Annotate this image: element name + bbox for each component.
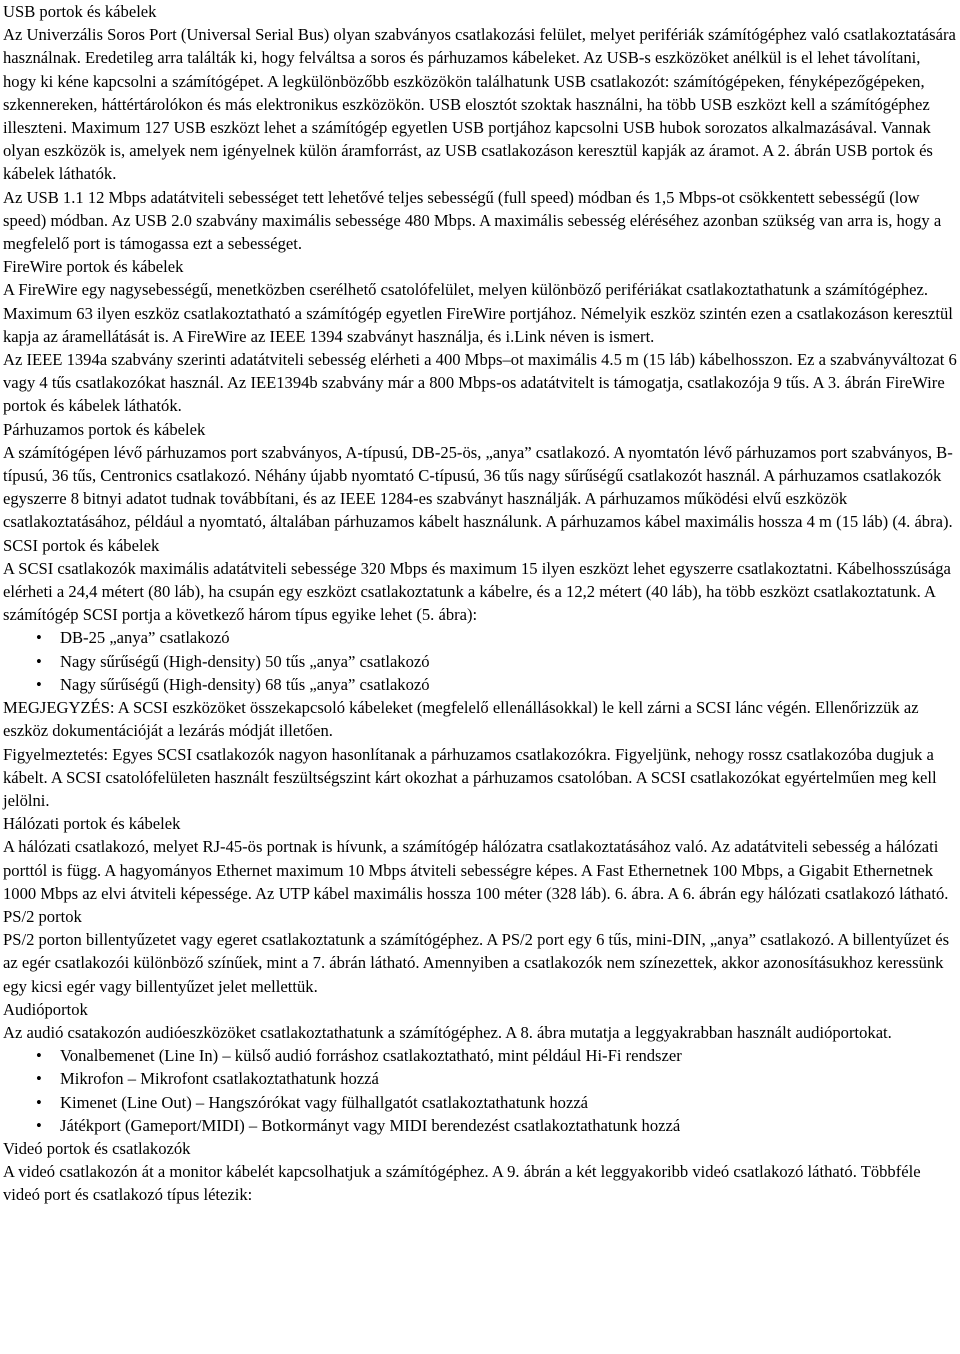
paragraph-usb-speed: Az USB 1.1 12 Mbps adatátviteli sebességet tett lehetővé teljes sebességű (full speed) módban és 1,5 Mbps-ot csökkentett sebességű (low speed) módban. Az USB 2.0 szabvány maximális sebessége 480 Mbps. A maximális sebesség eléréséhez azonban szükség van arra is, hogy a megfelelő port is támogassa ezt a sebességet. — [3, 187, 942, 254]
list-item — [3, 650, 957, 673]
paragraph-audio: Az audió csatakozón audióeszközöket csatlakoztathatunk a számítógéphez. A 8. ábra mutatja a leggyakrabban használt audióportokat. — [3, 1022, 892, 1042]
heading-audio: Audióportok — [3, 999, 88, 1019]
list-item-text: Kimenet (Line Out) – Hangszórókat vagy fülhallgatót csatlakoztathatunk hozzá — [60, 1092, 589, 1112]
scsi-connector-list — [3, 626, 957, 696]
bullet-icon: • — [36, 1046, 42, 1066]
paragraph-network: A hálózati csatlakozó, melyet RJ-45-ös portnak is hívunk, a számítógép hálózatra csatlakoztatásához való. Az adatátviteli sebesség a hálózati porttól is függ. A hagyományos Ethernet maximum 10 Mbps átviteli sebességre képes. A Fast Ethernetnek 100 Mbps, a Gigabit Ethernetnek 1000 Mbps az elvi átviteli képessége. Az UTP kábel maximális hossza 100 méter (328 láb). 6. ábra. A 6. ábrán egy hálózati csatlakozó látható. — [3, 837, 949, 903]
list-item — [3, 1091, 957, 1114]
paragraph-scsi-note: MEGJEGYZÉS: A SCSI eszközöket összekapcsoló kábeleket (megfelelő ellenállásokkal) le kell zárni a SCSI lánc végén. Ellenőrizzük az eszköz dokumentációját a lezárás módját illetően. — [3, 698, 919, 741]
heading-scsi: SCSI portok és kábelek — [3, 535, 160, 555]
list-item-text: Vonalbemenet (Line In) – külső audió forráshoz csatlakoztatható, mint például Hi-Fi rendszer — [60, 1046, 682, 1066]
list-item-text: DB-25 „anya” csatlakozó — [60, 628, 230, 648]
paragraph-firewire-speed: Az IEEE 1394a szabvány szerinti adatátviteli sebesség elérheti a 400 Mbps–ot maximális 4.5 m (15 láb) kábelhosszon. Ez a szabványváltozat 6 vagy 4 tűs csatlakozókat használ. Az IEE1394b szabvány már a 800 Mbps-os adatátvitelt is támogatja, csatlakozója 9 tűs. A 3. ábrán FireWire portok és kábelek láthatók. — [3, 350, 957, 416]
heading-parallel: Párhuzamos portok és kábelek — [3, 419, 206, 439]
bullet-icon: • — [36, 1115, 42, 1135]
bullet-icon: • — [36, 1092, 42, 1112]
heading-ps2: PS/2 portok — [3, 906, 82, 926]
bullet-icon: • — [36, 674, 42, 694]
paragraph-parallel: A számítógépen lévő párhuzamos port szabványos, A-típusú, DB-25-ös, „anya” csatlakozó. A nyomtatón lévő párhuzamos port szabványos, B-típusú, 36 tűs, Centronics csatlakozó. Néhány újabb nyomtató C-típusú, 36 tűs nagy sűrűségű csatlakozót használ. A párhuzamos csatlakozók egyszerre 8 bitnyi adatot tudnak továbbítani, és az IEEE 1284-es szabványt használják. A párhuzamos működési elvű eszközök csatlakoztatásához, például a nyomtató, általában párhuzamos kábelt használunk. A párhuzamos kábel maximális hossza 4 m (15 láb) (4. ábra). — [3, 442, 953, 532]
paragraph-ps2: PS/2 porton billentyűzetet vagy egeret csatlakoztatunk a számítógéphez. A PS/2 port egy 6 tűs, mini-DIN, „anya” csatlakozó. A billentyűzet és az egér csatlakozói különböző színűek, mint a 7. ábrán látható. Amennyiben a csatlakozók nem színezettek, akkor azonosításukhoz keressünk egy kicsi egér vagy billentyűzet jelet mellettük. — [3, 930, 950, 996]
bullet-icon: • — [36, 651, 42, 671]
heading-video: Videó portok és csatlakozók — [3, 1138, 191, 1158]
list-item — [3, 673, 957, 696]
audio-port-list — [3, 1044, 957, 1137]
list-item — [3, 1114, 957, 1137]
paragraph-usb-intro: Az Univerzális Soros Port (Universal Serial Bus) olyan szabványos csatlakozási felület, melyet perifériák számítógéphez való csatlakoztatására használnak. Eredetileg arra találták ki, hogy felváltsa a soros és párhuzamos kábeleket. Az USB-s eszközöket anélkül is el lehet távolítani, hogy ki kéne kapcsolni a számítógépet. A legkülönbözőbb eszközökön találhatunk USB csatlakozót: számítógépeken, fényképezőgépeken, szkennereken, háttértárolókon és más elektronikus eszközökön. USB elosztót szoktak használni, ha több USB eszközt kell a számítógéphez illeszteni. Maximum 127 USB eszközt lehet a számítógép egyetlen USB portjához kapcsolni USB hubok sorozatos alkalmazásával. Vannak olyan eszközök is, amelyek nem igényelnek külön áramforrást, az USB csatlakozáson keresztül kapják az áramot. A 2. ábrán USB portok és kábelek láthatók. — [3, 25, 956, 184]
list-item — [3, 626, 957, 649]
list-item — [3, 1067, 957, 1090]
paragraph-video: A videó csatlakozón át a monitor kábelét kapcsolhatjuk a számítógéphez. A 9. ábrán a két leggyakoribb videó csatlakozó látható. Többféle videó port és csatlakozó típus létezik: — [3, 1162, 921, 1205]
bullet-icon: • — [36, 628, 42, 648]
list-item-text: Nagy sűrűségű (High-density) 68 tűs „anya” csatlakozó — [60, 674, 430, 694]
paragraph-firewire-intro: A FireWire egy nagysebességű, menetközben cserélhető csatolófelület, melyen különböző perifériákat csatlakoztathatunk a számítógéphez. Maximum 63 ilyen eszköz csatlakoztatható a számítógép egyetlen FireWire portjához. Némelyik eszköz szintén ezen a csatlakozáson keresztül kapja az áramellátását is. A FireWire az IEEE 1394 szabványt használja, és i.Link néven is ismert. — [3, 280, 953, 346]
paragraph-scsi: A SCSI csatlakozók maximális adatátviteli sebessége 320 Mbps és maximum 15 ilyen eszközt lehet egyszerre csatlakoztatni. Kábelhosszúsága elérheti a 24,4 métert (80 láb), ha csupán egy eszközt csatlakoztatunk a kábelre, és a 12,2 métert (40 láb), ha több eszközt csatlakoztatunk. A számítógép SCSI portja a következő három típus egyike lehet (5. ábra): — [3, 558, 951, 625]
heading-network: Hálózati portok és kábelek — [3, 814, 181, 834]
heading-firewire: FireWire portok és kábelek — [3, 257, 184, 277]
paragraph-scsi-warning: Figyelmeztetés: Egyes SCSI csatlakozók nagyon hasonlítanak a párhuzamos csatlakozókra. Figyeljünk, nehogy rossz csatlakozóba dugjuk a kábelt. A SCSI csatolófelületen használt feszültségszint kárt okozhat a párhuzamos csatolóban. A SCSI csatlakozókat egyértelműen meg kell jelölni. — [3, 744, 937, 810]
list-item-text: Játékport (Gameport/MIDI) – Botkormányt vagy MIDI berendezést csatlakoztathatunk hozzá — [60, 1115, 681, 1135]
heading-usb: USB portok és kábelek — [3, 2, 157, 21]
list-item — [3, 1044, 957, 1067]
bullet-icon: • — [36, 1069, 42, 1089]
list-item-text: Mikrofon – Mikrofont csatlakoztathatunk hozzá — [60, 1069, 379, 1089]
list-item-text: Nagy sűrűségű (High-density) 50 tűs „anya” csatlakozó — [60, 651, 430, 671]
